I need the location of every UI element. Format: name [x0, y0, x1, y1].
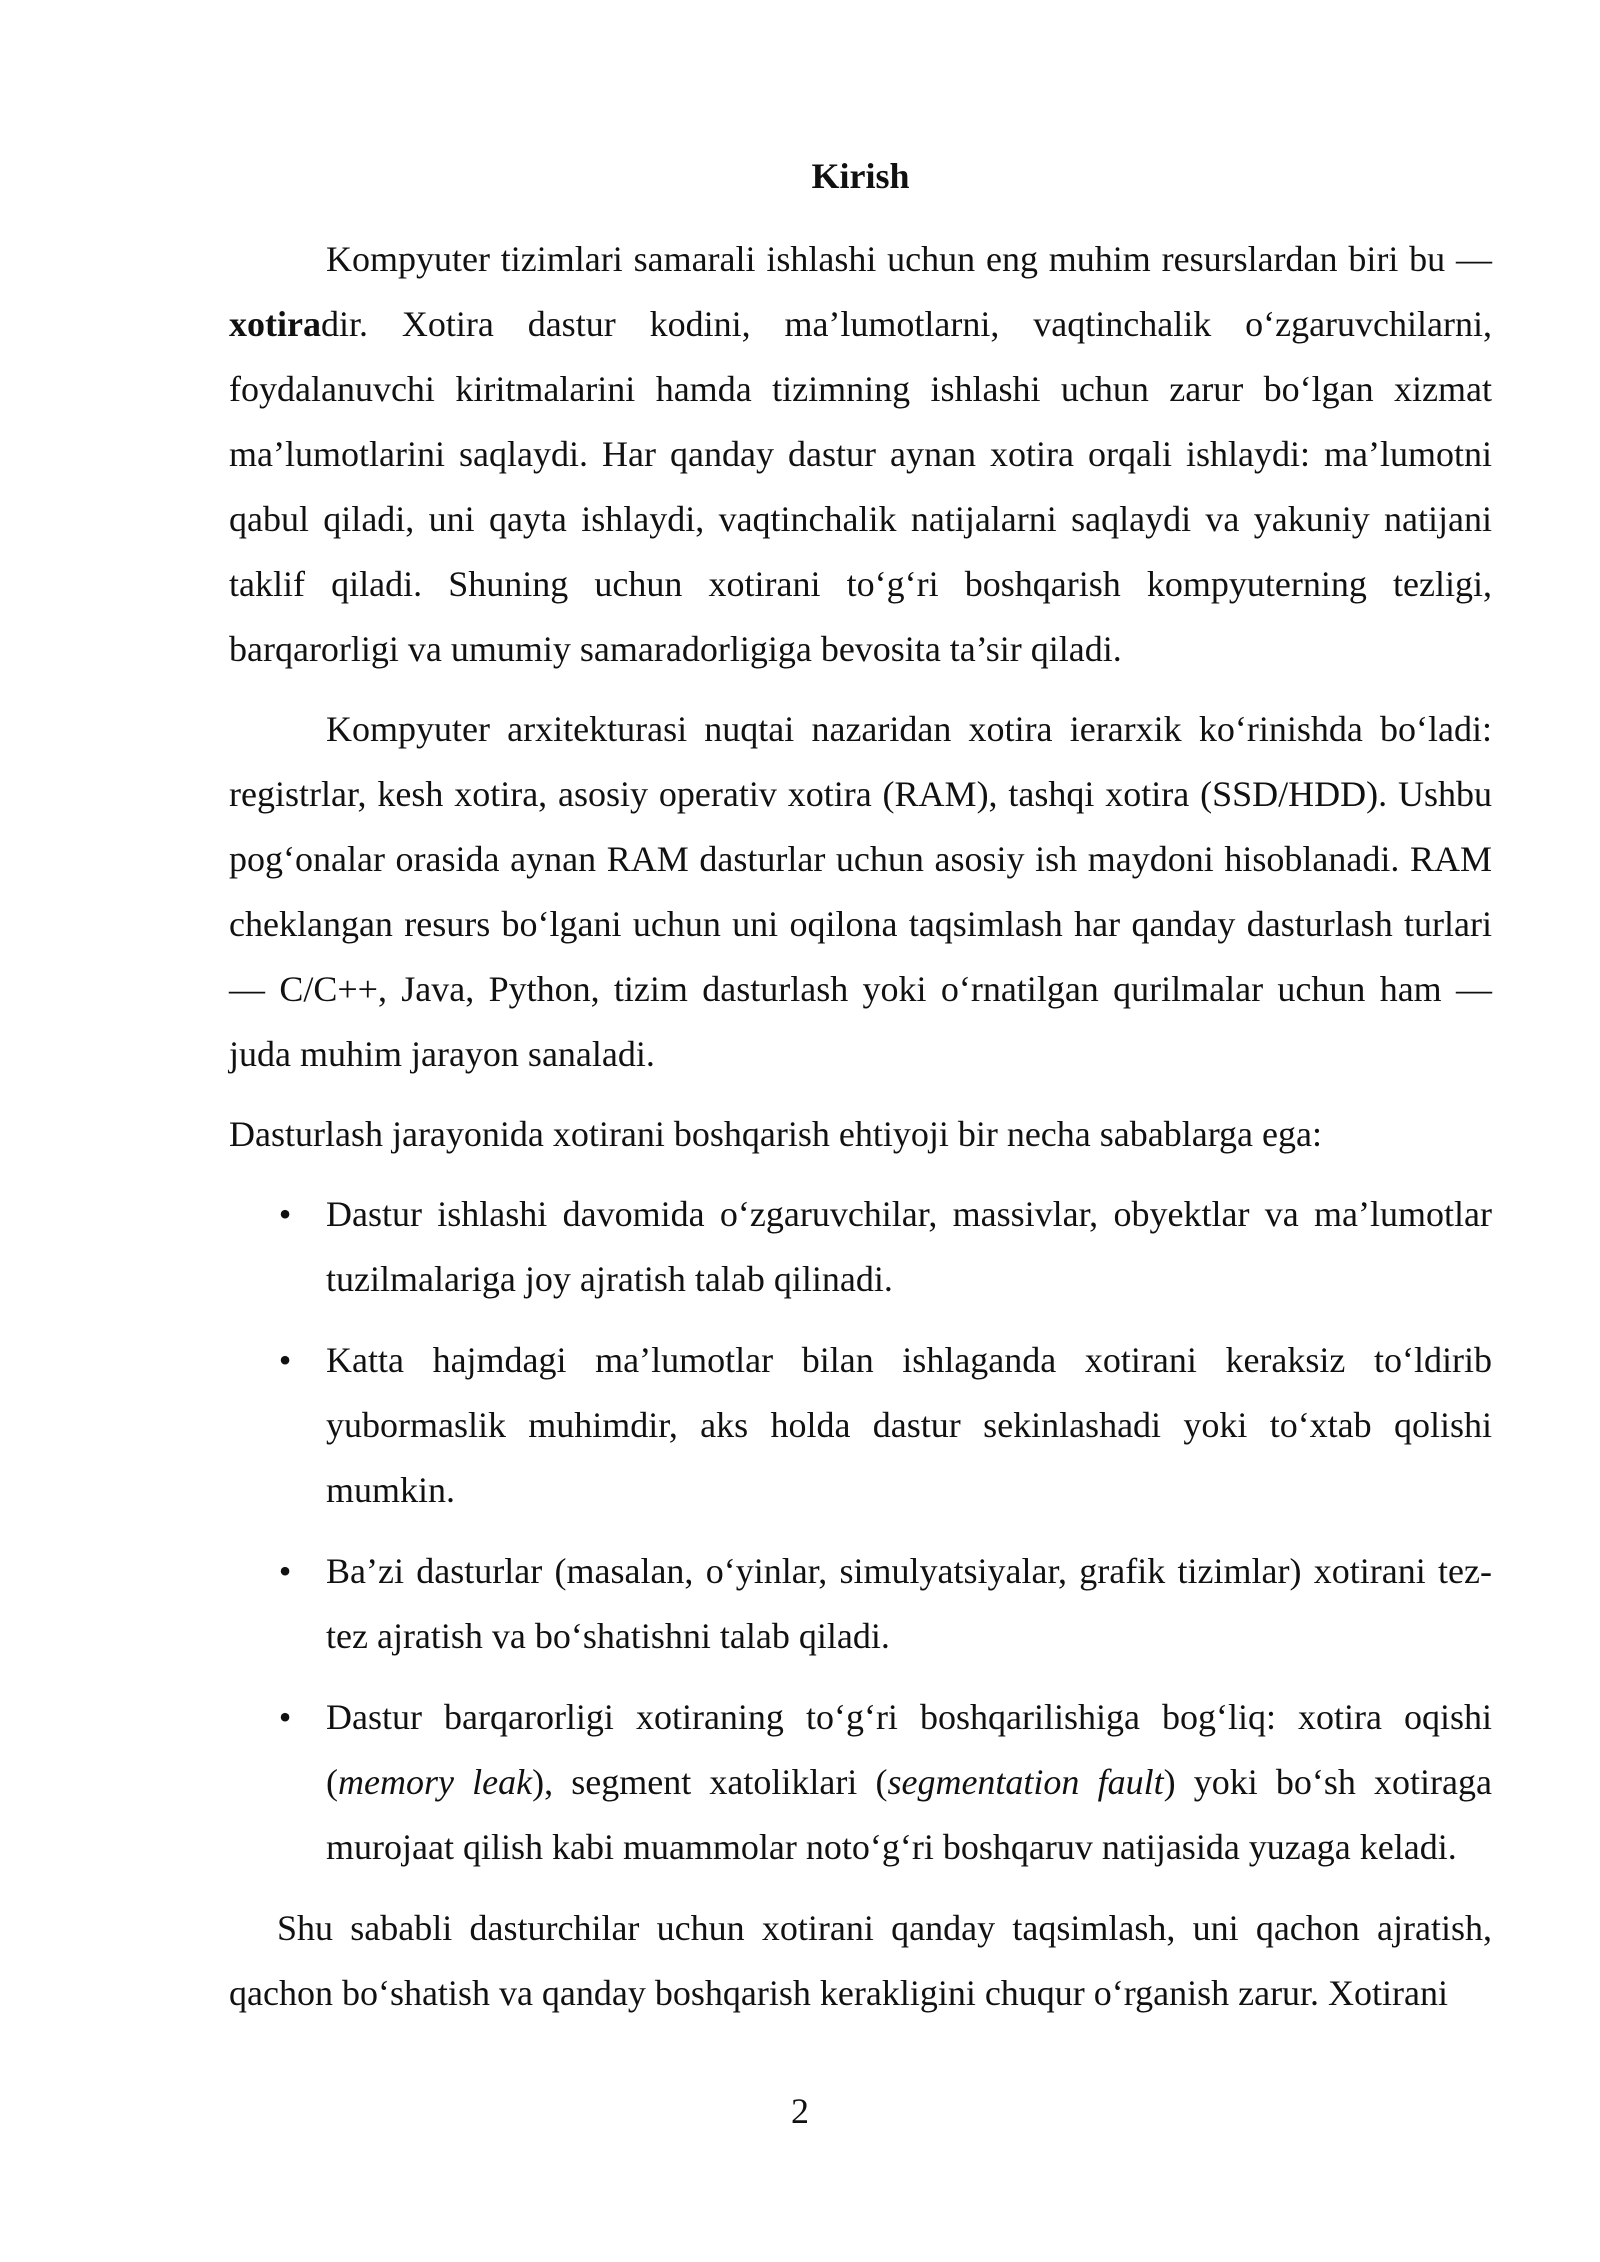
- list-item: [229, 1328, 1492, 1523]
- page-number: 2: [791, 2091, 809, 2131]
- list-item: [229, 1685, 1492, 1880]
- bullet-icon: •: [278, 1194, 292, 1234]
- reasons-list: [229, 1182, 1492, 1880]
- bullet-icon: •: [278, 1697, 292, 1737]
- section-title: Kirish: [811, 156, 910, 196]
- reasons-intro-paragraph: Dasturlash jarayonida xotirani boshqarish ehtiyoji bir necha sabablarga ega:: [229, 1114, 1322, 1154]
- page-content: [229, 144, 1492, 2026]
- italic-term: memory leak: [338, 1762, 533, 1802]
- list-item: [229, 1182, 1492, 1312]
- text-segment: Dastur barqarorligi xotiraning to‘g‘ri boshqarilishiga bog‘liq: xotira oqishi (: [326, 1697, 1492, 1802]
- conclusion-paragraph: Shu sababli dasturchilar uchun xotirani qanday taqsimlash, uni qachon ajratish, qachon bo‘shatish va qanday boshqarish kerakligini chuqur o‘rganish zarur. Xotirani: [229, 1908, 1492, 2013]
- architecture-paragraph: Kompyuter arxitekturasi nuqtai nazaridan xotira ierarxik ko‘rinishda bo‘ladi: registrlar, kesh xotira, asosiy operativ xotira (RAM), tashqi xotira (SSD/HDD). Ushbu pog‘onalar orasida aynan RAM dasturlar uchun asosiy ish maydoni hisoblanadi. RAM cheklangan resurs bo‘lgani uchun uni oqilona taqsimlash har qanday dasturlash turlari — C/C++, Java, Python, tizim dasturlash yoki o‘rnatilgan qurilmalar uchun ham — juda muhim jarayon sanaladi.: [229, 709, 1492, 1074]
- intro-bold-term: xotira: [229, 304, 321, 344]
- text-segment: ) yoki bo‘sh xotiraga murojaat qilish kabi muammolar noto‘g‘ri boshqaruv natijasida yuzaga keladi.: [326, 1762, 1492, 1867]
- list-item: [229, 1539, 1492, 1669]
- list-item-text: Ba’zi dasturlar (masalan, o‘yinlar, simulyatsiyalar, grafik tizimlar) xotirani tez-tez ajratish va bo‘shatishni talab qiladi.: [326, 1551, 1492, 1656]
- bullet-icon: •: [278, 1340, 292, 1380]
- list-item-text: [326, 1697, 1492, 1867]
- text-segment: ), segment xatoliklari (: [532, 1762, 888, 1802]
- intro-text-rest: dir. Xotira dastur kodini, ma’lumotlarni, vaqtinchalik o‘zgaruvchilarni, foydalanuvchi kiritmalarini hamda tizimning ishlashi uchun zarur bo‘lgan xizmat ma’lumotlarini saqlaydi. Har qanday dastur aynan xotira orqali ishlaydi: ma’lumotni qabul qiladi, uni qayta ishlaydi, vaqtinchalik natijalarni saqlaydi va yakuniy natijani taklif qiladi. Shuning uchun xotirani to‘g‘ri boshqarish kompyuterning tezligi, barqarorligi va umumiy samaradorligiga bevosita ta’sir qiladi.: [229, 304, 1492, 669]
- italic-term: segmentation fault: [887, 1762, 1164, 1802]
- bullet-icon: •: [278, 1551, 292, 1591]
- intro-text-start: Kompyuter tizimlari samarali ishlashi uchun eng muhim resurslardan biri bu —: [326, 239, 1492, 279]
- list-item-text: Dastur ishlashi davomida o‘zgaruvchilar, massivlar, obyektlar va ma’lumotlar tuzilmalariga joy ajratish talab qilinadi.: [326, 1194, 1492, 1299]
- intro-paragraph: [229, 227, 1492, 682]
- list-item-text: Katta hajmdagi ma’lumotlar bilan ishlaganda xotirani keraksiz to‘ldirib yubormaslik muhimdir, aks holda dastur sekinlashadi yoki to‘xtab qolishi mumkin.: [326, 1340, 1492, 1510]
